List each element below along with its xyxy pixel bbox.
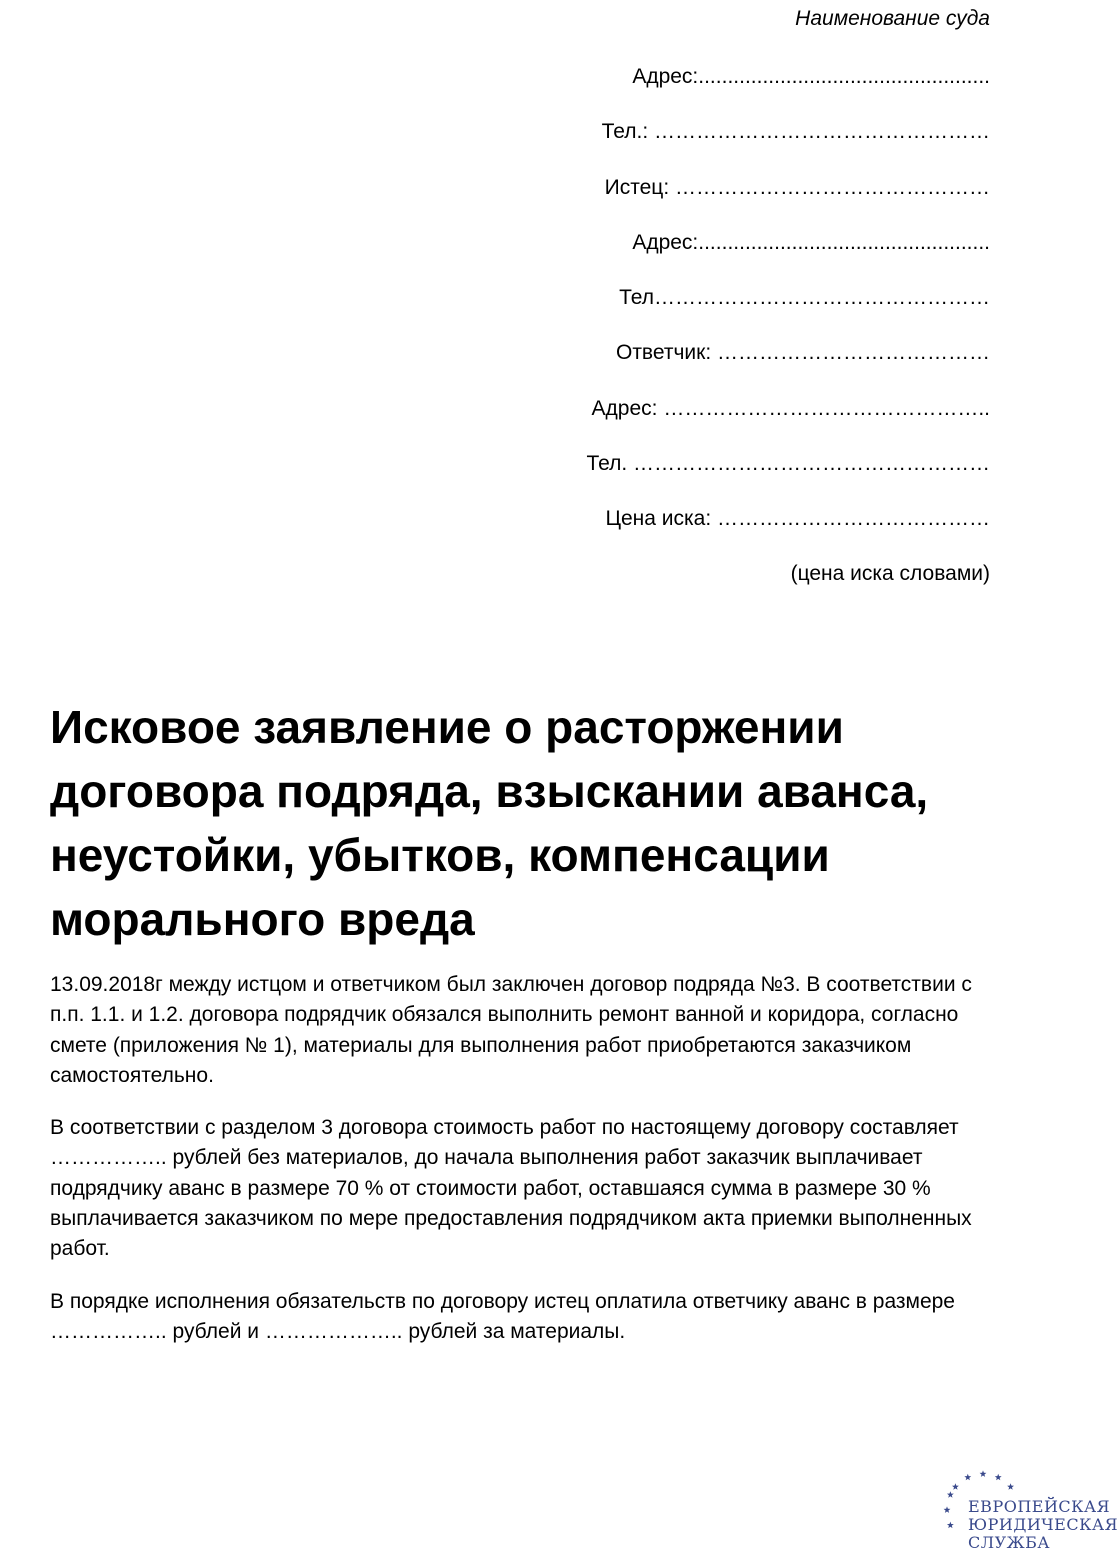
court-name: Наименование суда bbox=[795, 7, 990, 30]
defendant-address-field: Адрес: ……………………………………….. bbox=[591, 396, 990, 420]
paragraph: 13.09.2018г между истцом и ответчиком был заключен договор подряда №3. В соответствии с п.п. 1.1. и 1.2. договора подрядчик обязался выполнить ремонт ванной и коридора, согласно смете (приложения № 1), материалы для выполнения работ приобретаются заказчиком самостоятельно. bbox=[50, 973, 972, 1087]
court-address-field: Адрес:.................................................. bbox=[632, 65, 990, 88]
logo-star-icon bbox=[944, 1506, 951, 1513]
defendant-phone-field: Тел. …………………………………………… bbox=[586, 452, 990, 476]
logo-text-line2: ЮРИДИЧЕСКАЯ bbox=[968, 1515, 1118, 1534]
document-title: Исковое заявление о расторжении договора подряда, взыскании аванса, неустойки, убытков, компенсации морального вреда bbox=[50, 701, 929, 945]
court-phone-field: Тел.: ………………………………………… bbox=[601, 120, 990, 144]
logo-star-icon bbox=[964, 1474, 971, 1481]
logo-star-icon bbox=[952, 1483, 959, 1490]
logo-star-icon bbox=[980, 1470, 987, 1477]
logo-star-icon bbox=[947, 1491, 954, 1498]
paragraph: В порядке исполнения обязательств по договору истец оплатила ответчику аванс в размере …………….. рублей и ……………….. рублей за материалы. bbox=[50, 1289, 955, 1343]
logo-star-icon bbox=[947, 1522, 954, 1529]
logo-text-line1: ЕВРОПЕЙСКАЯ bbox=[968, 1497, 1111, 1516]
document-body bbox=[50, 970, 1010, 1369]
header-fields bbox=[586, 60, 990, 558]
logo-text bbox=[968, 1498, 1118, 1552]
paragraph: В соответствии с разделом 3 договора стоимость работ по настоящему договору составляет …………….. рублей без материалов, до начала выполнения работ заказчик выплачивает подрядчику аванс в размере 70 % от стоимости работ, оставшаяся сумма в размере 30 % выплачивается заказчиком по мере предоставления подрядчиком акта приемки выполненных работ. bbox=[50, 1116, 972, 1261]
claim-price-field: Цена иска: ………………………………… bbox=[605, 507, 990, 531]
company-logo bbox=[938, 1468, 1118, 1552]
defendant-field: Ответчик: ………………………………… bbox=[615, 341, 990, 365]
plaintiff-phone-field: Тел………………………………………… bbox=[619, 286, 990, 310]
claim-price-in-words: (цена иска словами) bbox=[790, 562, 990, 585]
plaintiff-field: Истец: ……………………………………… bbox=[604, 175, 990, 199]
plaintiff-address-field: Адрес:.................................................. bbox=[632, 230, 990, 254]
logo-star-icon bbox=[995, 1474, 1002, 1481]
logo-star-icon bbox=[1007, 1483, 1014, 1490]
logo-text-line3: СЛУЖБА bbox=[968, 1533, 1051, 1552]
